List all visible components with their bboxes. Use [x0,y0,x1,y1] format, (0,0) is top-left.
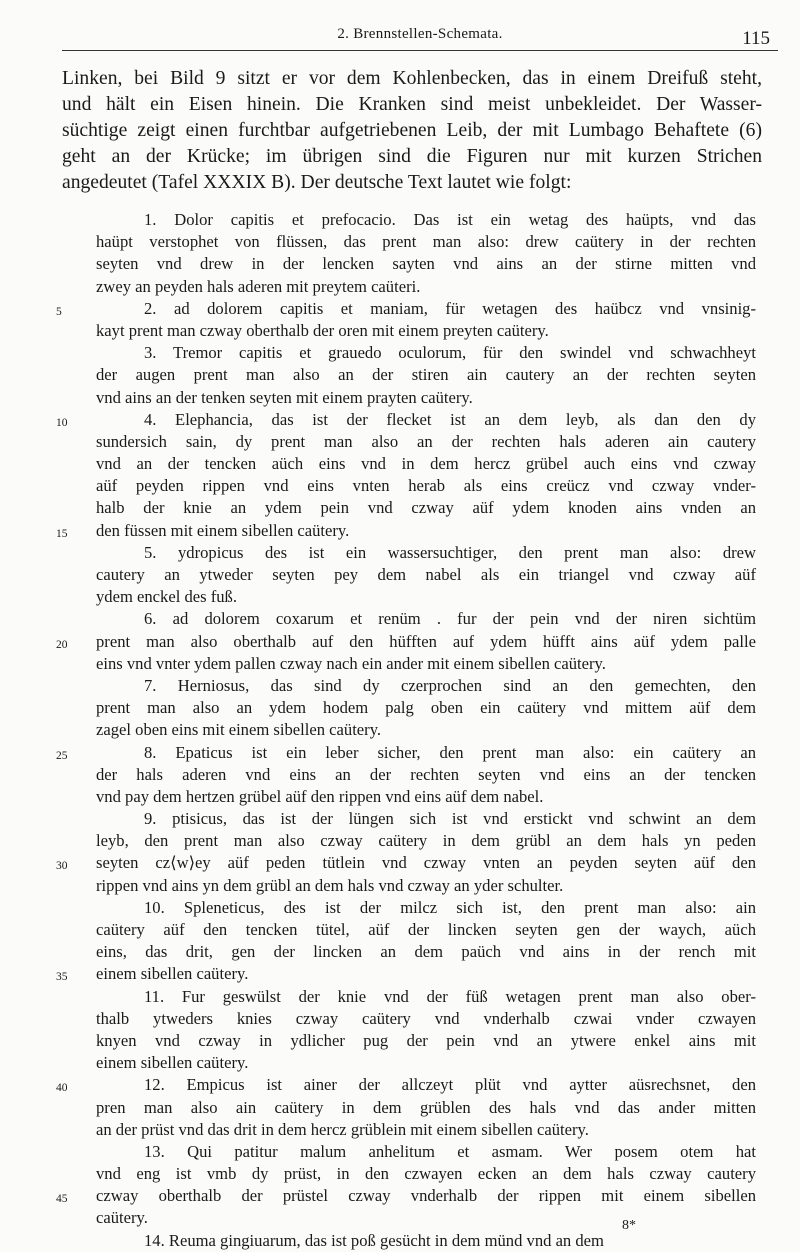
line-number [56,542,90,564]
entry-line: einem sibellen caütery. [96,964,249,984]
line-number: 45 [56,1193,68,1206]
line-number [56,830,90,852]
entry-line: haüpt verstophet von flüssen, das prent man also: drew caütery in der rechten [96,232,756,252]
entry-first-line: 2. ad dolorem capitis et maniam, für wetagen des haübcz vnd vnsinig- [144,298,756,318]
intro-line: und hält ein Eisen hinein. Die Kranken sind meist unbekleidet. Der Wasser- [62,94,762,115]
entry-line: vnd pay dem hertzen grübel aüf den rippen vnd eins aüf dem nabel. [96,786,544,806]
entry-line: der hals aderen vnd eins an der rechten seyten vnd eins an der tencken [96,764,756,784]
entry-first-line: 7. Herniosus, das sind dy czerprochen sind an den gemechten, den [144,675,756,695]
line-number [56,719,90,741]
line-number [56,1230,90,1252]
line-number [56,364,90,386]
entry-line: zwey an peyden hals aderen mit preytem caüteri. [96,276,421,296]
entry-line: caütery aüf den tencken tütel, aüf der lincken seyten gen der waych, aüch [96,920,756,939]
entry-line: prent man also oberthalb auf den hüfften auf ydem hüfft ains aüf ydem palle [96,631,756,651]
entry-line: ydem enckel des fuß. [96,587,237,607]
line-number-gutter [56,209,90,1252]
entry-line: aüf peyden rippen vnd eins vnten herab als eins creücz vnd czway vnder- [96,476,756,496]
entry-line: vnd ains an der tenken seyten mit einem prayten caütery. [96,387,473,407]
line-number [56,342,90,364]
line-number: 35 [56,971,68,984]
line-number: 15 [56,527,68,540]
line-number [56,497,90,519]
line-number [56,253,90,275]
entry-line: vnd an der tencken aüch eins vnd in dem hercz grübel auch eins vnd czway [96,454,756,474]
line-number: 5 [56,305,62,318]
intro-line: angedeutet (Tafel XXXIX B). Der deutsche Text lautet wie folgt: [62,172,572,193]
header-title: 2. Brennstellen-Schemata. [337,26,503,42]
entry-first-line: 12. Empicus ist ainer der allczeyt plüt vnd aytter aüsrechsnet, den [144,1075,756,1095]
line-number [56,941,90,963]
entry-line: an der prüst vnd das drit in dem hercz grüblein mit einem sibellen caütery. [96,1119,589,1139]
entry-first-line: 6. ad dolorem coxarum et renüm . fur der pein vnd der niren sichtüm [144,609,756,629]
entry-line: halb der knie an ydem pein vnd czway aüf ydem knoden ains vnden an [96,498,756,518]
entry-line: leyb, den prent man also czway caütery in dem grübl an dem hals yn peden [96,831,756,851]
entry-first-line: 1. Dolor capitis et prefocacio. Das ist ein wetag des haüpts, vnd das [144,210,756,229]
line-number [56,919,90,941]
intro-line: geht an der Krücke; im übrigen sind die Figuren nur mit kurzen Strichen [62,146,762,167]
line-number [56,875,90,897]
entry-line: czway oberthalb der prüstel czway vnderhalb der rippen mit einem sibellen [96,1186,756,1206]
entry-first-line: 5. ydropicus des ist ein wassersuchtiger, den prent man also: drew [144,542,756,562]
line-number [56,653,90,675]
line-number [56,1207,90,1229]
intro-paragraph [62,66,762,196]
entry-line: eins vnd vnter ydem pallen czway nach ein ander mit einem sibellen caütery. [96,653,606,673]
entry-first-line: 8. Epaticus ist ein leber sicher, den prent man also: ein caütery an [144,742,756,762]
line-number [56,387,90,409]
entry-line: kayt prent man czway oberthalb der oren mit einem preyten caütery. [96,320,549,340]
line-number [56,276,90,298]
line-number: 20 [56,638,68,651]
line-number [56,1119,90,1141]
entry-line: vnd eng ist vmb dy prüst, in den czwayen ecken an dem hals czway cautery [96,1164,756,1184]
line-number [56,1141,90,1163]
entry-first-line: 9. ptisicus, das ist der lüngen sich ist vnd erstickt vnd schwint an dem [144,809,756,829]
line-number [56,697,90,719]
entry-line: eins, das drit, gen der lincken an dem paüch vnd ains in der rench mit [96,942,756,962]
entry-first-line: 11. Fur geswülst der knie vnd der füß wetagen prent man also ober- [144,986,756,1006]
page-number: 115 [742,28,770,49]
line-number [56,453,90,475]
entry-line: pren man also ain caütery in dem grüblen des hals vnd das ander mitten [96,1097,756,1117]
line-number: 10 [56,416,68,429]
entry-line: seyten cz⟨w⟩ey aüf peden tütlein vnd czway vnten an peyden seyten aüf den [96,853,756,873]
entry-first-line: 4. Elephancia, das ist der flecket ist an dem leyb, als dan den dy [144,409,756,429]
line-number [56,231,90,253]
line-number [56,209,90,231]
line-number [56,786,90,808]
line-number [56,586,90,608]
line-number [56,320,90,342]
line-number [56,1097,90,1119]
line-number: 25 [56,749,68,762]
entry-line: thalb ytweders knies czway caütery vnd vnderhalb czwai vnder czwayen [96,1008,756,1028]
line-number: 40 [56,1082,68,1095]
entry-first-line: 10. Spleneticus, des ist der milcz sich ist, den prent man also: ain [144,897,756,917]
entry-line: der augen prent man also an der stiren ain cautery an der rechten seyten [96,365,756,385]
line-number [56,608,90,630]
running-header [62,20,778,51]
entry-line: caütery. [96,1208,148,1228]
entry-line: den füssen mit einem sibellen caütery. [96,520,350,540]
body-text [96,209,756,1252]
line-number [56,986,90,1008]
line-number [56,564,90,586]
entry-line: prent man also an ydem hodem palg oben ein caütery vnd mittem aüf dem [96,698,756,718]
entry-line: seyten vnd drew in der lencken sayten vnd ains an der stirne mitten vnd [96,254,756,274]
entry-first-line: 14. Reuma gingiuarum, das ist poß gesücht in dem münd vnd an dem [144,1230,604,1250]
entry-line: einem sibellen caütery. [96,1053,249,1073]
entry-first-line: 3. Tremor capitis et grauedo oculorum, für den swindel vnd schwachheyt [144,343,756,363]
entry-line: sundersich sain, dy prent man also an der rechten hals aderen ain cautery [96,431,756,451]
line-number [56,675,90,697]
signature-mark: 8* [622,1218,636,1233]
line-number [56,808,90,830]
line-number [56,1030,90,1052]
entry-line: knyen vnd czway in ydlicher pug der pein vnd an ytwere enkel ains mit [96,1030,756,1050]
line-number [56,764,90,786]
line-number [56,475,90,497]
line-number [56,431,90,453]
line-number [56,1163,90,1185]
entry-line: zagel oben eins mit einem sibellen caütery. [96,720,382,740]
intro-line: Linken, bei Bild 9 sitzt er vor dem Kohlenbecken, das in einem Dreifuß steht, [62,68,762,89]
line-number [56,897,90,919]
entry-line: rippen vnd ains yn dem grübl an dem hals vnd czway an yder schulter. [96,875,564,895]
entry-first-line: 13. Qui patitur malum anhelitum et asmam. Wer posem otem hat [144,1141,756,1161]
entry-line: cautery an ytweder seyten pey dem nabel als ein triangel vnd czway aüf [96,565,756,584]
intro-line: süchtige zeigt einen furchtbar aufgetriebenen Leib, der mit Lumbago Behaftete (6) [62,120,762,141]
line-number [56,1052,90,1074]
line-number [56,1008,90,1030]
line-number: 30 [56,860,68,873]
